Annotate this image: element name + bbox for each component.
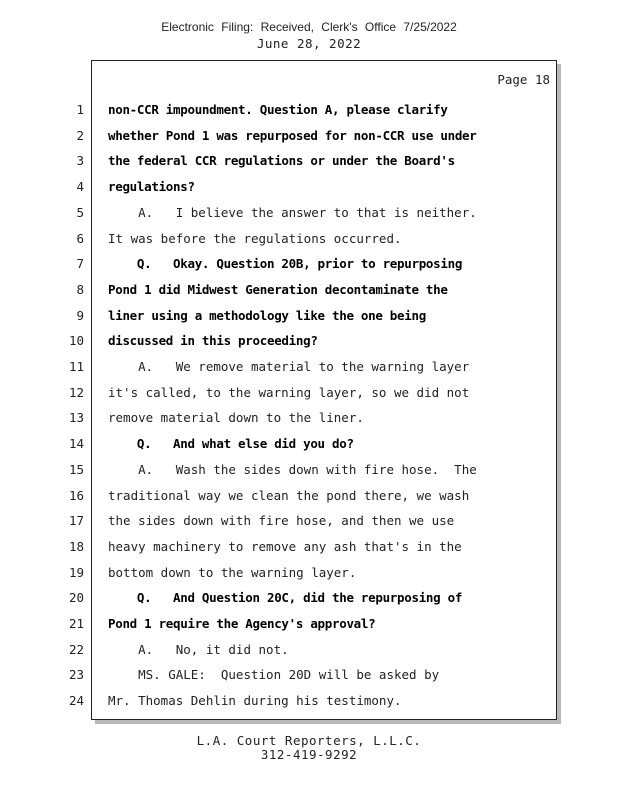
line-number: 16 bbox=[68, 487, 84, 503]
line-number: 18 bbox=[68, 538, 84, 554]
line-number: 3 bbox=[76, 153, 84, 169]
line-number: 9 bbox=[76, 307, 84, 323]
page-number: Page 18 bbox=[497, 72, 550, 87]
transcript-line bbox=[0, 333, 618, 359]
transcript-line bbox=[0, 436, 618, 462]
line-number: 19 bbox=[68, 564, 84, 580]
line-text: discussed in this proceeding? bbox=[108, 333, 318, 349]
line-text: the sides down with fire hose, and then we use bbox=[108, 513, 455, 529]
transcript-line bbox=[0, 359, 618, 385]
transcript-line bbox=[0, 539, 618, 565]
transcript-line bbox=[0, 205, 618, 231]
transcript-line bbox=[0, 642, 618, 668]
line-number: 11 bbox=[68, 359, 84, 374]
line-text: Pond 1 did Midwest Generation decontaminate the bbox=[108, 281, 448, 297]
line-number: 12 bbox=[68, 384, 84, 400]
line-number: 5 bbox=[76, 204, 84, 220]
line-number: 21 bbox=[68, 616, 84, 631]
line-number: 10 bbox=[68, 333, 84, 349]
line-text: whether Pond 1 was repurposed for non-CCR use under bbox=[108, 127, 477, 143]
transcript-line bbox=[0, 565, 618, 591]
line-text: Q. And Question 20C, did the repurposing of bbox=[108, 590, 463, 606]
line-text: Q. Okay. Question 20B, prior to repurposing bbox=[108, 256, 463, 272]
line-number: 8 bbox=[76, 281, 84, 297]
line-number: 20 bbox=[68, 590, 84, 606]
court-reporter-phone: 312-419-9292 bbox=[260, 747, 358, 762]
transcript-line bbox=[0, 128, 618, 154]
line-number: 15 bbox=[68, 461, 84, 477]
filing-stamp: Electronic Filing: Received, Clerk's Office 7/25/2022 bbox=[161, 20, 457, 34]
line-number: 6 bbox=[76, 230, 84, 246]
transcript-line bbox=[0, 179, 618, 205]
line-number: 13 bbox=[68, 410, 84, 426]
transcript-line bbox=[0, 308, 618, 334]
line-text: the federal CCR regulations or under the Board's bbox=[108, 153, 455, 169]
line-text: A. I believe the answer to that is neither. bbox=[108, 204, 477, 220]
line-number: 22 bbox=[68, 641, 84, 657]
line-text: non-CCR impoundment. Question A, please clarify bbox=[108, 102, 448, 117]
line-text: regulations? bbox=[108, 179, 195, 195]
line-number: 7 bbox=[76, 256, 84, 272]
line-text: MS. GALE: Question 20D will be asked by bbox=[108, 667, 440, 683]
line-number: 4 bbox=[76, 179, 84, 195]
line-number: 2 bbox=[76, 127, 84, 143]
line-text: A. No, it did not. bbox=[108, 641, 289, 657]
line-text: A. Wash the sides down with fire hose. The bbox=[108, 461, 477, 477]
line-text: bottom down to the warning layer. bbox=[108, 564, 357, 580]
line-text: traditional way we clean the pond there, we wash bbox=[108, 487, 470, 503]
transcript-line bbox=[0, 693, 618, 719]
transcript-line bbox=[0, 385, 618, 411]
transcript-line bbox=[0, 462, 618, 488]
line-text: heavy machinery to remove any ash that's in the bbox=[108, 538, 462, 554]
transcript-line bbox=[0, 667, 618, 693]
transcript-line bbox=[0, 513, 618, 539]
line-number: 24 bbox=[68, 693, 84, 709]
transcript-line bbox=[0, 616, 618, 642]
line-number: 14 bbox=[68, 436, 84, 452]
line-text: remove material down to the liner. bbox=[108, 410, 364, 426]
line-text: It was before the regulations occurred. bbox=[108, 230, 402, 246]
transcript-line bbox=[0, 231, 618, 257]
line-number: 1 bbox=[76, 102, 84, 117]
transcript-line bbox=[0, 282, 618, 308]
line-number: 17 bbox=[68, 513, 84, 529]
line-text: it's called, to the warning layer, so we did not bbox=[108, 384, 470, 400]
transcript-date: June 28, 2022 bbox=[256, 36, 362, 51]
line-text: liner using a methodology like the one being bbox=[108, 307, 426, 323]
transcript-line bbox=[0, 102, 618, 128]
line-text: A. We remove material to the warning layer bbox=[108, 359, 470, 374]
line-text: Mr. Thomas Dehlin during his testimony. bbox=[108, 693, 402, 709]
transcript-line bbox=[0, 488, 618, 514]
court-reporter-name: L.A. Court Reporters, L.L.C. bbox=[196, 733, 422, 748]
transcript-line bbox=[0, 256, 618, 282]
line-text: Pond 1 require the Agency's approval? bbox=[108, 616, 376, 631]
transcript-line bbox=[0, 153, 618, 179]
line-number: 23 bbox=[68, 667, 84, 683]
transcript-line bbox=[0, 410, 618, 436]
transcript-line bbox=[0, 590, 618, 616]
line-text: Q. And what else did you do? bbox=[108, 436, 354, 452]
